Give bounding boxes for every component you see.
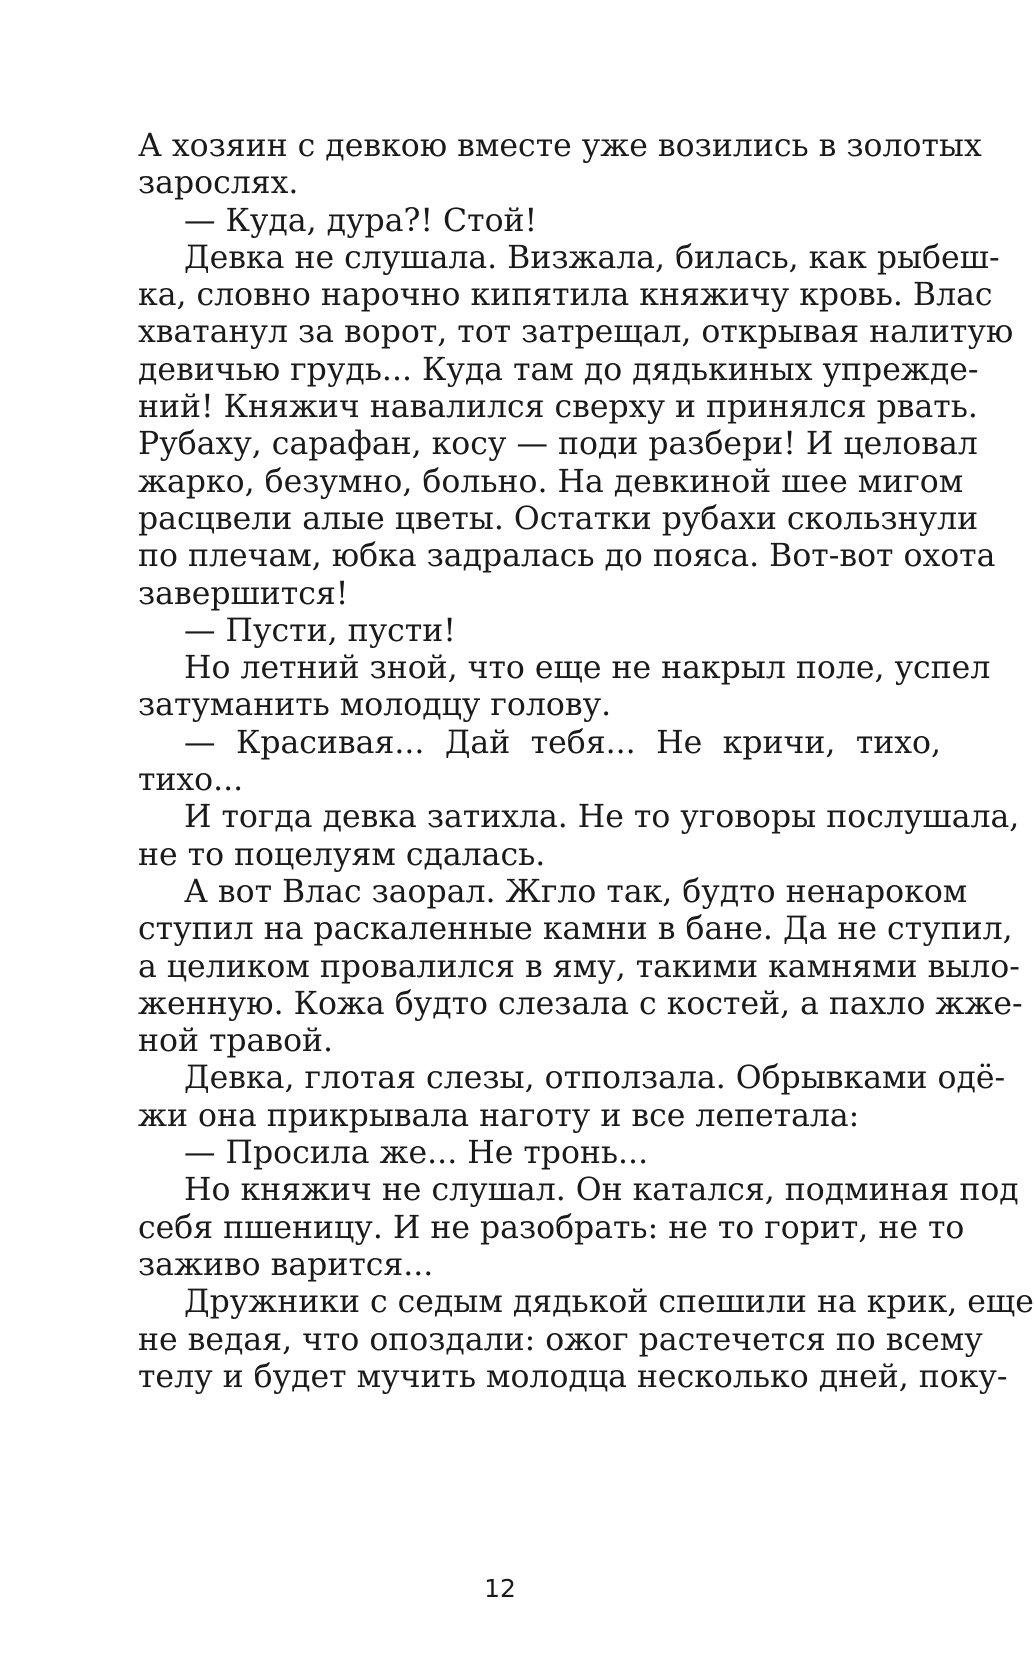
text-line: затуманить молодцу голову.: [138, 687, 612, 724]
text-line: не то поцелуям сдалась.: [138, 836, 546, 873]
text-line: жарко, безумно, больно. На девкиной шее мигом: [138, 463, 964, 500]
paragraph-start-line: Девка не слушала. Визжала, билась, как рыбеш-: [184, 239, 1000, 276]
text-line: телу и будет мучить молодца несколько дней, поку-: [138, 1358, 1008, 1395]
text-line: не ведая, что опоздали: ожог растечется по всему: [138, 1321, 983, 1358]
text-line: хватанул за ворот, тот затрещал, открывая налитую: [138, 314, 1014, 351]
text-line: А хозяин с девкою вместе уже возились в золотых: [138, 128, 982, 164]
text-line: Рубаху, сарафан, косу — поди разбери! И целовал: [138, 426, 978, 463]
text-line: заживо варится...: [138, 1246, 434, 1283]
paragraph-start-line: Девка, глотая слезы, отползала. Обрывками одё-: [184, 1060, 1006, 1097]
paragraph-start-line: Но княжич не слушал. Он катался, подминая под: [184, 1172, 1019, 1209]
text-line: по плечам, юбка задралась до пояса. Вот-вот охота: [138, 538, 996, 575]
text-line: завершится!: [138, 575, 349, 612]
text-line: себя пшеницу. И не разобрать: не то горит, не то: [138, 1209, 965, 1246]
dialogue-line: — Куда, дура?! Стой!: [184, 202, 538, 239]
body-text: [138, 128, 1034, 1396]
text-line: ступил на раскаленные камни в бане. Да не ступил,: [138, 911, 1013, 948]
text-line: тихо...: [138, 762, 244, 799]
dialogue-line: — Пусти, пусти!: [184, 612, 456, 649]
dialogue-line: — Просила же... Не тронь...: [184, 1135, 649, 1172]
text-line: жи она прикрывала наготу и все лепетала:: [138, 1097, 860, 1134]
text-line: ний! Княжич навалился сверху и принялся рвать.: [138, 389, 978, 426]
paragraph-start-line: И тогда девка затихла. Не то уговоры послушала,: [184, 799, 1020, 836]
paragraph-start-line: Но летний зной, что еще не накрыл поле, успел: [184, 650, 991, 687]
dialogue-line: — Красивая... Дай тебя... Не кричи, тихо,: [184, 724, 941, 761]
paragraph-start-line: А вот Влас заорал. Жгло так, будто ненароком: [184, 873, 968, 910]
text-line: девичью грудь... Куда там до дядькиных упрежде-: [138, 351, 979, 388]
text-line: ной травой.: [138, 1023, 334, 1060]
text-line: ка, словно нарочно кипятила княжичу кровь. Влас: [138, 277, 993, 314]
text-line: а целиком провалился в яму, такими камнями выло-: [138, 948, 1020, 985]
text-line: женную. Кожа будто слезала с костей, а пахло жже-: [138, 985, 1023, 1022]
paragraph-start-line: Дружники с седым дядькой спешили на крик, еще: [184, 1284, 1034, 1321]
page-number: 12: [484, 1574, 516, 1603]
text-line: зарослях.: [138, 165, 299, 202]
text-line: расцвели алые цветы. Остатки рубахи скользнули: [138, 500, 979, 537]
